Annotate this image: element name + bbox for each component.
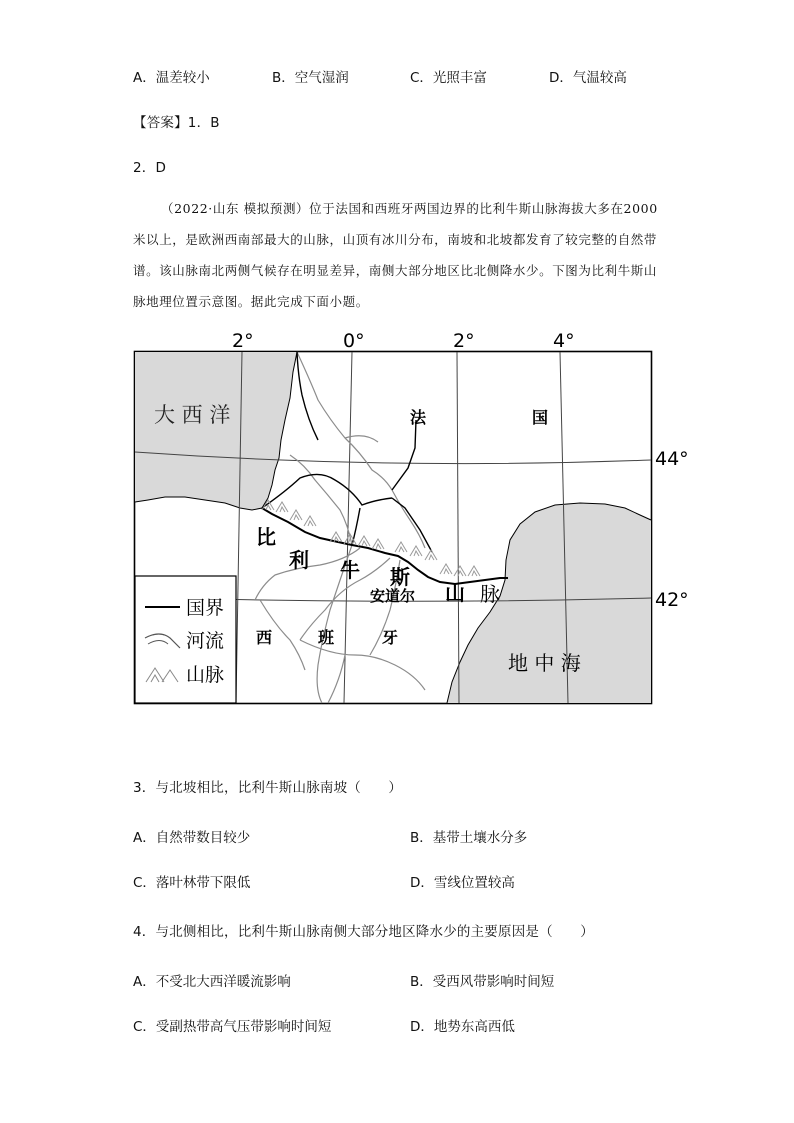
pyrenees-label-6: 脉 — [480, 582, 500, 606]
mediterranean-label: 地 中 海 — [508, 651, 581, 675]
lon-label-4e: 4° — [553, 330, 575, 352]
pyrenees-map — [128, 328, 708, 710]
passage — [133, 193, 663, 317]
lat-label-42: 42° — [655, 589, 689, 611]
legend-mountain-label: 山脉 — [186, 664, 225, 686]
q4-option-a: A．不受北大西洋暖流影响 — [133, 974, 291, 990]
q4-option-d: D．地势东高西低 — [410, 1019, 515, 1035]
pyrenees-label-1: 比 — [256, 525, 276, 549]
answer-line-1: 【答案】1．B — [133, 115, 220, 131]
andorra-label: 安道尔 — [370, 587, 416, 605]
q3-option-d: D．雪线位置较高 — [410, 875, 515, 891]
spain-label-2: 班 — [318, 628, 335, 647]
legend-border-label: 国界 — [186, 597, 225, 619]
lon-label-2e: 2° — [453, 330, 475, 352]
prev-option-c: C．光照丰富 — [410, 70, 487, 86]
prev-option-a: A．温差较小 — [133, 70, 210, 86]
q4-option-c: C．受副热带高气压带影响时间短 — [133, 1019, 332, 1035]
pyrenees-label-5: 山 — [445, 581, 465, 605]
pyrenees-label-3: 牛 — [340, 558, 360, 582]
pyrenees-label-2: 利 — [289, 548, 309, 572]
france-label-1: 法 — [410, 408, 427, 427]
passage-text: （2022·山东 模拟预测）位于法国和西班牙两国边界的比利牛斯山脉海拔大多在2000 米以上，是欧洲西南部最大的山脉，山顶有冰川分布，南坡和北坡都发育了较完整的自然带谱。该山脉南北两侧气候存在明显差异，南侧大部分地区比北侧降水少。下图为比利牛斯山脉地理位置示意图。据此完成下面小题。 — [133, 201, 658, 309]
legend-river-label: 河流 — [186, 630, 225, 652]
q4-option-b: B．受西风带影响时间短 — [410, 974, 555, 990]
pyrenees-label-4: 斯 — [390, 565, 410, 589]
map-legend — [135, 576, 236, 703]
lat-label-44: 44° — [655, 448, 689, 470]
q3-option-c: C．落叶林带下限低 — [133, 875, 251, 891]
prev-option-d: D．气温较高 — [549, 70, 627, 86]
q3-stem: 3．与北坡相比，比利牛斯山脉南坡（ ） — [133, 780, 403, 796]
q3-option-b: B．基带土壤水分多 — [410, 830, 528, 846]
france-label-2: 国 — [532, 408, 549, 427]
answer-line-2: 2．D — [133, 160, 167, 176]
spain-label-1: 西 — [256, 628, 273, 647]
lon-label-0: 0° — [343, 330, 365, 352]
q4-stem: 4．与北侧相比，比利牛斯山脉南侧大部分地区降水少的主要原因是（ ） — [133, 924, 594, 940]
spain-label-3: 牙 — [382, 628, 399, 647]
q3-option-a: A．自然带数目较少 — [133, 830, 251, 846]
lon-label-2w: 2° — [232, 330, 254, 352]
prev-option-b: B．空气湿润 — [272, 70, 349, 86]
atlantic-label: 大 西 洋 — [154, 403, 231, 427]
